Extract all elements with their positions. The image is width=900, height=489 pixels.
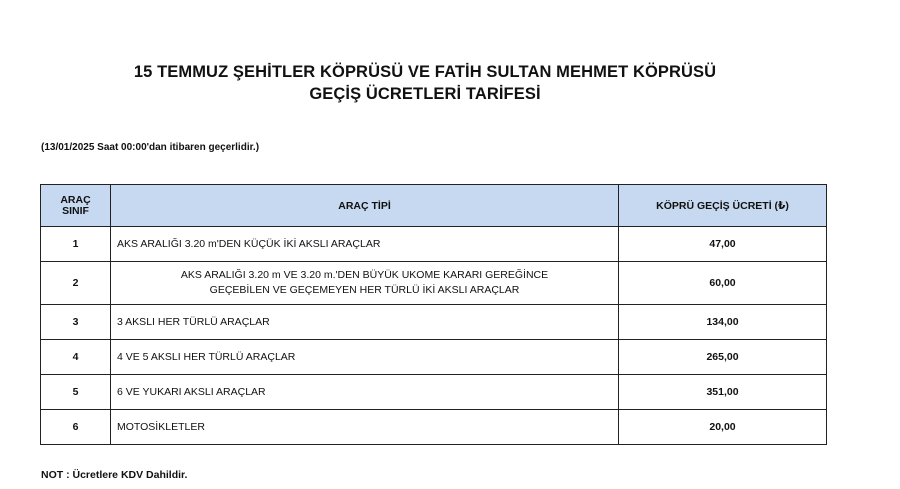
fee-cell: 351,00 xyxy=(619,375,827,410)
page-title-line-2: GEÇİŞ ÜCRETLERİ TARİFESİ xyxy=(309,85,541,103)
table-row xyxy=(41,227,827,262)
vehicle-class-cell: 4 xyxy=(41,340,111,375)
fee-cell: 20,00 xyxy=(619,410,827,445)
vehicle-class-cell: 2 xyxy=(41,262,111,305)
tariff-table xyxy=(40,184,827,445)
page-title-line-1: 15 TEMMUZ ŞEHİTLER KÖPRÜSÜ VE FATİH SULTAN MEHMET KÖPRÜSÜ xyxy=(133,63,717,81)
table-header-row xyxy=(41,185,827,227)
fee-cell: 60,00 xyxy=(619,262,827,305)
vehicle-class-cell: 6 xyxy=(41,410,111,445)
header-vehicle-type: ARAÇ TİPİ xyxy=(111,185,619,227)
header-bridge-fee: KÖPRÜ GEÇİŞ ÜCRETİ (₺) xyxy=(619,185,827,227)
header-class-line-1: ARAÇ xyxy=(60,193,91,206)
fee-cell: 265,00 xyxy=(619,340,827,375)
header-vehicle-class xyxy=(41,185,111,227)
vehicle-type-cell xyxy=(111,262,619,305)
vehicle-type-line-1: AKS ARALIĞI 3.20 m VE 3.20 m.'DEN BÜYÜK UKOME KARARI GEREĞİNCE xyxy=(180,269,549,281)
vehicle-type-cell: AKS ARALIĞI 3.20 m'DEN KÜÇÜK İKİ AKSLI ARAÇLAR xyxy=(111,227,619,262)
vehicle-class-cell: 3 xyxy=(41,305,111,340)
vehicle-type-cell: 6 VE YUKARI AKSLI ARAÇLAR xyxy=(111,375,619,410)
vehicle-type-cell: MOTOSİKLETLER xyxy=(111,410,619,445)
vehicle-type-cell: 3 AKSLI HER TÜRLÜ ARAÇLAR xyxy=(111,305,619,340)
table-row xyxy=(41,262,827,305)
fee-cell: 134,00 xyxy=(619,305,827,340)
vat-note: NOT : Ücretlere KDV Dahildir. xyxy=(41,469,188,481)
vehicle-class-cell: 5 xyxy=(41,375,111,410)
table-row xyxy=(41,375,827,410)
fee-cell: 47,00 xyxy=(619,227,827,262)
table-row xyxy=(41,305,827,340)
header-class-line-2: SINIF xyxy=(62,204,89,217)
vehicle-type-cell: 4 VE 5 AKSLI HER TÜRLÜ ARAÇLAR xyxy=(111,340,619,375)
table-row xyxy=(41,410,827,445)
vehicle-class-cell: 1 xyxy=(41,227,111,262)
validity-date-text: (13/01/2025 Saat 00:00'dan itibaren geçerlidir.) xyxy=(41,142,260,153)
vehicle-type-line-2: GEÇEBİLEN VE GEÇEMEYEN HER TÜRLÜ İKİ AKSLI ARAÇLAR xyxy=(209,284,520,296)
table-row xyxy=(41,340,827,375)
